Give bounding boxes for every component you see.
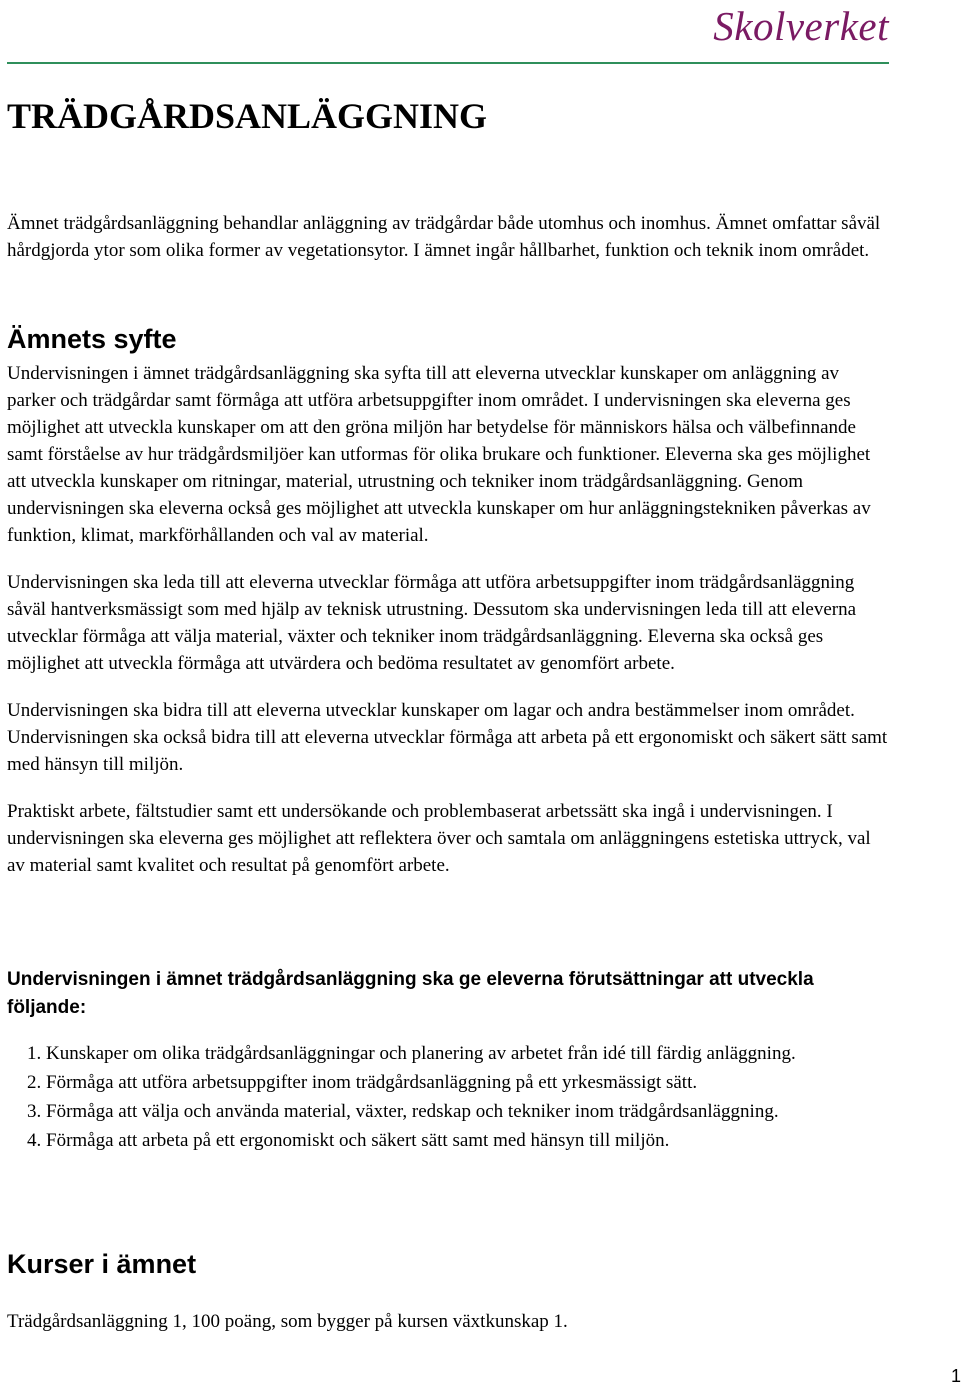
goal-text: Förmåga att utföra arbetsuppgifter inom trädgårdsanläggning på ett yrkesmässigt sätt. [46, 1072, 698, 1093]
header-rule [7, 62, 889, 64]
syfte-paragraph: Undervisningen ska bidra till att eleverna utvecklar kunskaper om lagar och andra bestämmelser inom området. Undervisningen ska också bidra till att eleverna utvecklar förmåga att arbeta på ett ergonomiskt och säkert sätt samt med hänsyn till miljön. [7, 700, 888, 775]
goal-text: Förmåga att arbeta på ett ergonomiskt och säkert sätt samt med hänsyn till miljön. [46, 1130, 670, 1151]
skolverket-logo: Skolverket [713, 3, 889, 49]
syfte-paragraph: Undervisningen i ämnet trädgårdsanläggning ska syfta till att eleverna utvecklar kunskaper om anläggning av parker och trädgårdar samt förmåga att utföra arbetsuppgifter inom området. I undervisningen ska eleverna ges möjlighet att utveckla kunskaper om att den gröna miljön har betydelse för människors hälsa och välbefinnande samt förståelse av hur trädgårdsmiljöer kan utformas för olika brukare och funktioner. Eleverna ska ges möjlighet att utveckla kunskaper om ritningar, material, utrustning och tekniker inom trädgårdsanläggning. Genom undervisningen ska eleverna också ges möjlighet att utveckla kunskaper om hur anläggningstekniken påverkas av funktion, klimat, markförhållanden och val av material. [7, 363, 871, 546]
goal-item [7, 1098, 889, 1125]
goal-item [7, 1127, 889, 1154]
kurser-text: Trädgårdsanläggning 1, 100 poäng, som bygger på kursen växtkunskap 1. [7, 1311, 568, 1332]
kurser-heading: Kurser i ämnet [7, 1249, 197, 1279]
syfte-section [7, 360, 889, 879]
page-title: TRÄDGÅRDSANLÄGGNING [7, 96, 488, 136]
intro-paragraph: Ämnet trädgårdsanläggning behandlar anläggning av trädgårdar både utomhus och inomhus. Ämnet omfattar såväl hårdgjorda ytor som olika former av vegetationsytor. I ämnet ingår hållbarhet, funktion och teknik inom området. [7, 213, 881, 261]
page-number: 1 [951, 1366, 961, 1386]
syfte-paragraph: Praktiskt arbete, fältstudier samt ett undersökande och problembaserat arbetssätt ska ingå i undervisningen. I undervisningen ska eleverna ges möjlighet att reflektera över och samtala om anläggningens estetiska uttryck, val av material samt kvalitet och resultat på genomfört arbete. [7, 801, 871, 876]
goal-number: 1. [27, 1043, 42, 1064]
goal-item [7, 1040, 889, 1067]
goal-text: Förmåga att välja och använda material, växter, redskap och tekniker inom trädgårdsanläggning. [46, 1101, 779, 1122]
goals-heading: Undervisningen i ämnet trädgårdsanläggning ska ge eleverna förutsättningar att utveckla följande: [7, 969, 814, 1018]
goal-item [7, 1069, 889, 1096]
goal-number: 2. [27, 1072, 42, 1093]
syfte-paragraph: Undervisningen ska leda till att eleverna utvecklar förmåga att utföra arbetsuppgifter inom trädgårdsanläggning såväl hantverksmässigt som med hjälp av teknisk utrustning. Dessutom ska undervisningen leda till att eleverna utvecklar förmåga att välja material, växter och tekniker inom trädgårdsanläggning. Eleverna ska också ges möjlighet att utveckla förmåga att utvärdera och bedöma resultatet av genomfört arbete. [7, 572, 857, 674]
goal-number: 3. [27, 1101, 42, 1122]
goal-number: 4. [27, 1130, 42, 1151]
goals-list [7, 1040, 889, 1156]
goal-text: Kunskaper om olika trädgårdsanläggningar och planering av arbetet från idé till färdig anläggning. [46, 1043, 796, 1064]
syfte-heading: Ämnets syfte [7, 324, 177, 354]
